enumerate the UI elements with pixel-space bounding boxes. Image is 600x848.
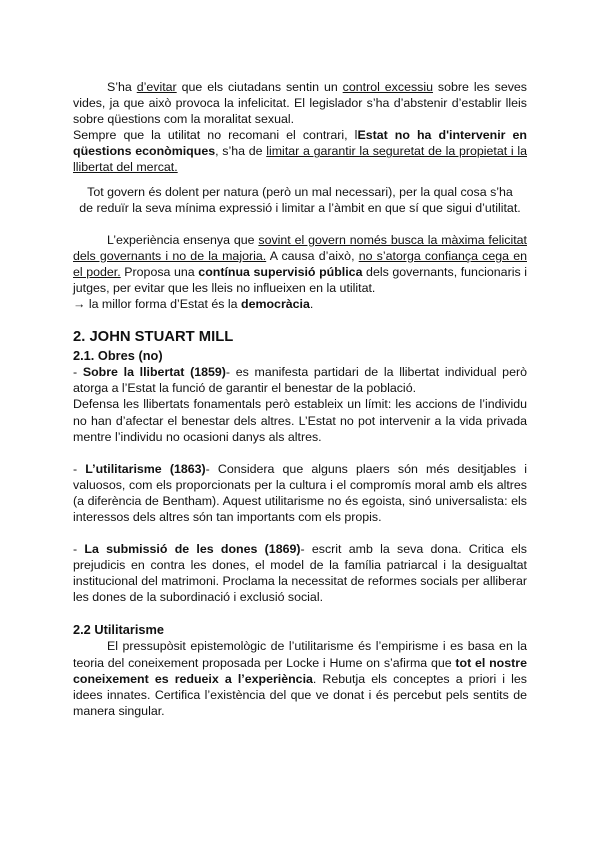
text: Proposa una [120, 264, 199, 279]
underlined-text: d’evitar [136, 80, 177, 94]
paragraph-empirisme [73, 638, 527, 718]
bold-text: La submissió de les dones (1869) [84, 542, 301, 557]
bold-text: Estat no ha d'intervenir en qüestions econòmiques [73, 128, 528, 159]
paragraph-experience [73, 232, 527, 296]
paragraph-llibertat [73, 364, 527, 396]
text: - escrit amb la seva dona. Critica els prejudicis en contra les dones, el model de la família patriarcal i la desigualtat institucional del matrimoni. Proclama la necessitat de reformes socials per alliberar les dones de la subordinació i exclusió social. [73, 542, 527, 605]
underlined-text: limitar a garantir la seguretat de la propietat i la llibertat del mercat. [73, 144, 527, 175]
subsection-title-utilitarisme: 2.2 Utilitarisme [73, 622, 165, 638]
text: - Considera que alguns plaers són més desitjables i valuosos, com els proporcionats per la cultura i el compromís moral amb els altres (a diferència de Bentham). Aquest utilitarisme no és egoista, sinó universalista: els interessos dels altres són tan importants com els propis. [73, 461, 527, 524]
paragraph-economy [73, 127, 527, 175]
paragraph-utilitarisme [73, 461, 527, 525]
paragraph-llibertat-limit: Defensa les llibertats fonamentals però estableix un límit: les accions de l’individu no han d’afectar el benestar dels altres. L’Estat no pot intervenir a la vida privada mentre l’individu no ocasioni danys als altres. [73, 397, 527, 444]
text: - [73, 365, 83, 380]
text: . Rebutja els conceptes a priori i les idees innates. Certifica l’existència del que ve donat i és percebut pels sentits de manera singular. [73, 671, 527, 718]
section-title: 2. JOHN STUART MILL [73, 329, 234, 346]
paragraph-submissio [73, 541, 527, 605]
text: - [73, 542, 85, 557]
text: , s’ha de [215, 144, 267, 159]
text: - [73, 461, 86, 476]
text: - es manifesta partidari de la llibertat individual però atorga a l’Estat la funció de garantir el benestar de la població. [73, 365, 527, 396]
text: dels governants, funcionaris i jutges, per evitar que les lleis no influeixen en la utilitat. [73, 264, 527, 296]
bold-text: L’utilitarisme (1863) [85, 461, 206, 476]
arrow-icon: → [73, 297, 86, 312]
text: la millor forma d’Estat és la [85, 297, 242, 312]
paragraph-control [73, 79, 527, 127]
bold-text: Sobre la llibertat (1859) [82, 365, 226, 380]
text: Sempre que la utilitat no recomani el contrari, l [73, 128, 358, 143]
bold-text: tot el nostre coneixement es redueix a l’experiència [73, 655, 527, 686]
document-page [73, 79, 527, 719]
text: A causa d’això, [266, 248, 359, 263]
text: que els ciutadans sentin un [176, 80, 343, 94]
paragraph-government: Tot govern és dolent per natura (però un mal necessari), per la qual cosa s’ha de reduïr la seva mínima expressió i limitar a l’àmbit en que sí que sigui d’utilitat. [79, 184, 521, 215]
text: El pressupòsit epistemològic de l’utilitarisme és l’empirisme i es basa en la teoria del coneixement proposada per Locke i Hume on s’afirma que [73, 639, 527, 670]
underlined-text: control excessiu [342, 80, 433, 94]
paragraph-democracy [73, 296, 527, 312]
subsection-title-obres: 2.1. Obres (no) [73, 348, 163, 364]
bold-text: contínua supervisió pública [198, 264, 363, 279]
bold-text: democràcia [241, 297, 310, 312]
text: sobre les seves vides, ja que això provoca la infelicitat. El legislador s’ha d’abstenir d’establir lleis sobre qüestions com la moralitat sexual. [73, 80, 527, 127]
text: . [309, 297, 314, 312]
underlined-text: sovint el govern només busca la màxima felicitat dels governants i no de la majoria. [73, 232, 527, 263]
text: L’experiència ensenya que [107, 232, 259, 247]
text: S’ha [107, 80, 137, 94]
underlined-text: no s’atorga confiança cega en el poder. [73, 248, 527, 279]
